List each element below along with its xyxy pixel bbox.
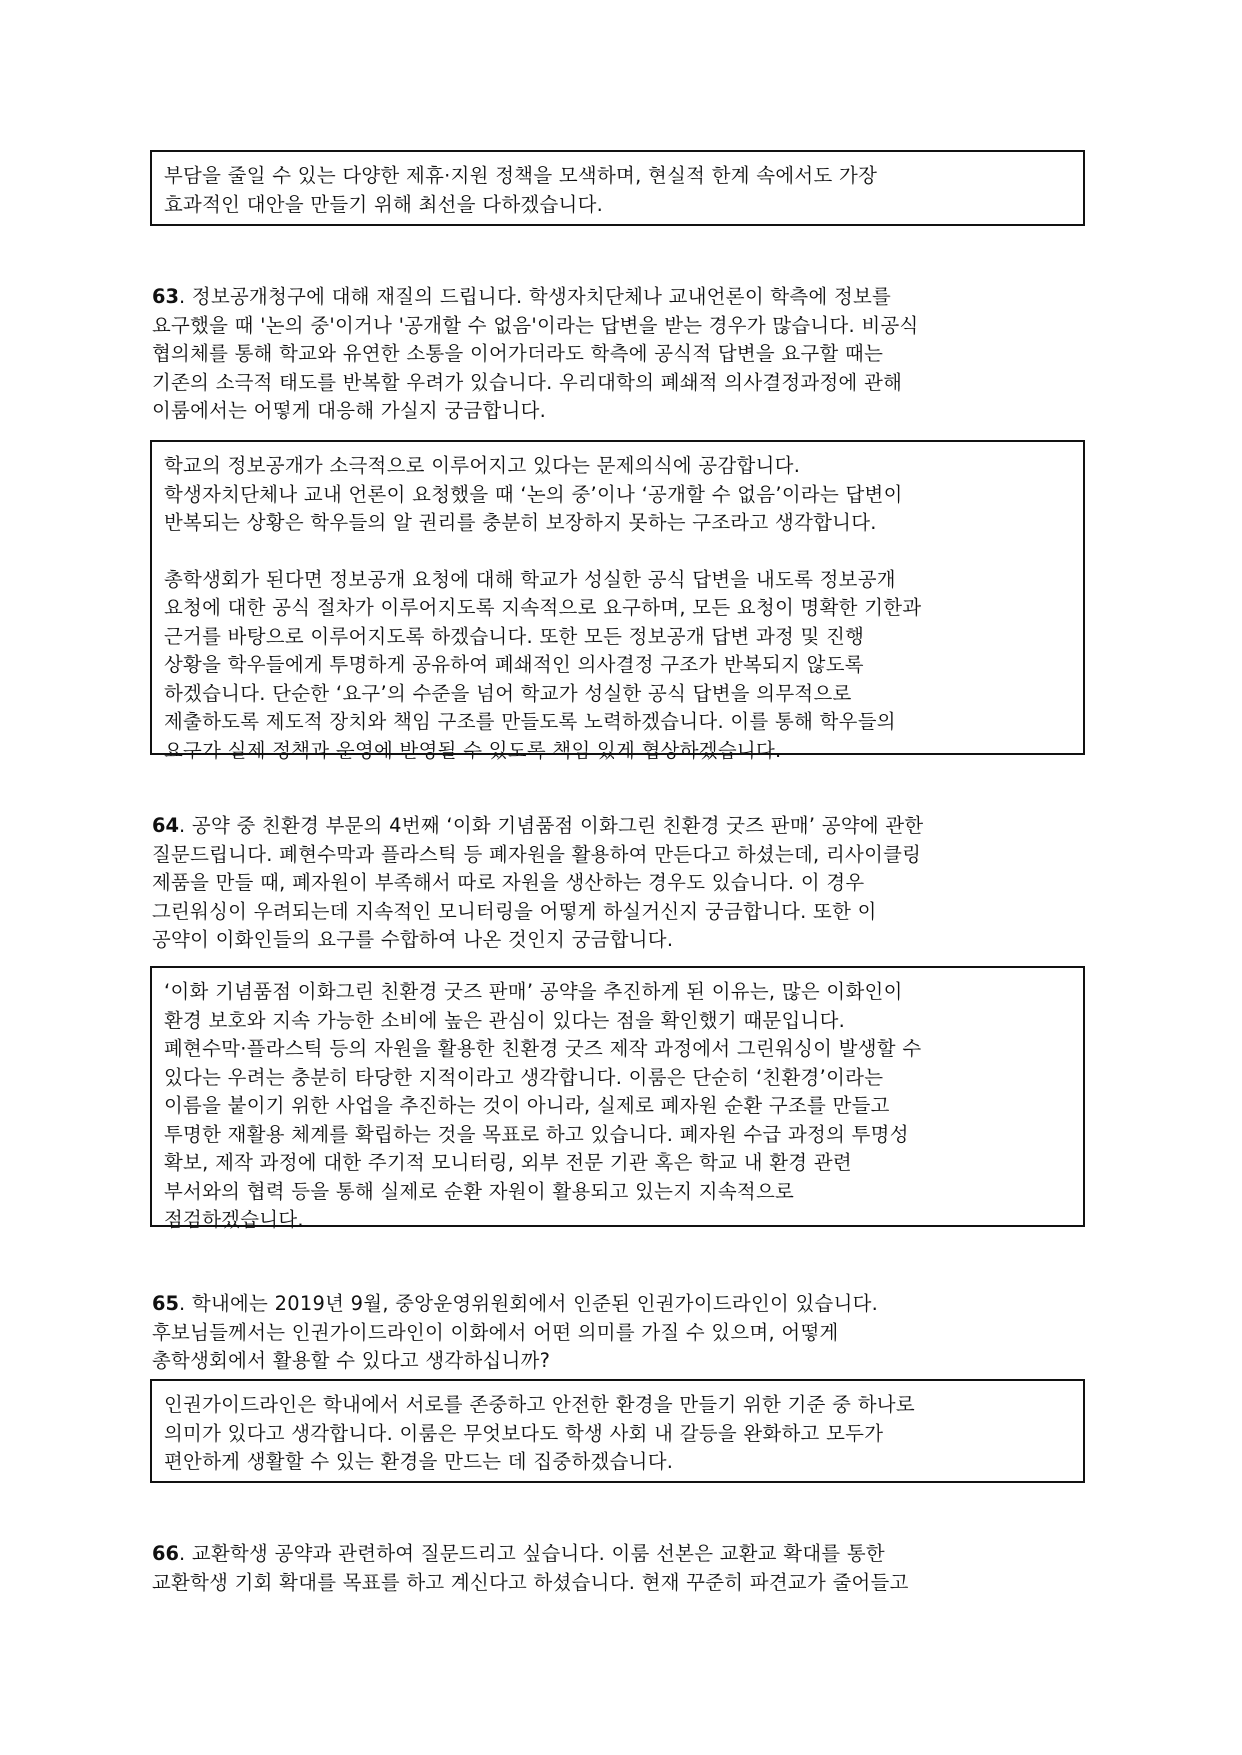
question-number: 66 [152,1542,180,1565]
answer-line: 폐현수막·플라스틱 등의 자원을 활용한 친환경 굿즈 제작 과정에서 그린워싱이 발생할 수 [164,1037,922,1060]
question-63 [152,283,1092,426]
answer-line: 있다는 우려는 충분히 타당한 지적이라고 생각합니다. 이룸은 단순히 ‘친환경’이라는 [164,1065,884,1089]
question-line: 협의체를 통해 학교와 유연한 소통을 이어가더라도 학측에 공식적 답변을 요구할 때는 [152,342,884,365]
answer-box-65 [150,1379,1085,1483]
answer-line: 학생자치단체나 교내 언론이 요청했을 때 ‘논의 중’이나 ‘공개할 수 없음’이라는 답변이 [164,482,903,506]
question-line [152,1290,1087,1319]
question-line: 교환학생 기회 확대를 목표를 하고 계신다고 하셨습니다. 현재 꾸준히 파견교가 줄어들고 [152,1570,909,1594]
answer-line: 학교의 정보공개가 소극적으로 이루어지고 있다는 문제의식에 공감합니다. [164,454,801,477]
answer-line: 요청에 대한 공식 절차가 이루어지도록 지속적으로 요구하며, 모든 요청이 명확한 기한과 [164,596,922,619]
answer-box-64 [150,966,1085,1231]
question-line [152,812,1087,841]
question-text: . 정보공개청구에 대해 재질의 드립니다. 학생자치단체나 교내언론이 학측에 정보를 [179,285,892,308]
answer-line: 환경 보호와 지속 가능한 소비에 높은 관심이 있다는 점을 확인했기 때문입니다. [164,1008,846,1032]
answer-line: 효과적인 대안을 만들기 위해 최선을 다하겠습니다. [164,192,604,216]
answer-line: 반복되는 상황은 학우들의 알 권리를 충분히 보장하지 못하는 구조라고 생각합니다. [164,511,877,534]
answer-line: 부서와의 협력 등을 통해 실제로 순환 자원이 활용되고 있는지 지속적으로 [164,1179,795,1203]
question-line: 공약이 이화인들의 요구를 수합하여 나온 것인지 궁금합니다. [152,928,674,951]
answer-box-63 [150,440,1085,762]
answer-line: 제출하도록 제도적 장치와 책임 구조를 만들도록 노력하겠습니다. 이를 통해 학우들의 [164,710,896,733]
question-line [152,1540,1087,1569]
answer-line: 부담을 줄일 수 있는 다양한 제휴·지원 정책을 모색하며, 현실적 한계 속에서도 가장 [164,164,878,187]
answer-line: 총학생회가 된다면 정보공개 요청에 대해 학교가 성실한 공식 답변을 내도록 정보공개 [164,567,896,591]
answer-line: 근거를 바탕으로 이루어지도록 하겠습니다. 또한 모든 정보공개 답변 과정 및 진행 [164,624,865,648]
question-text: . 공약 중 친환경 부문의 4번째 ‘이화 기념품점 이화그린 친환경 굿즈 판매’ 공약에 관한 [179,814,924,837]
answer-line: 상황을 학우들에게 투명하게 공유하여 폐쇄적인 의사결정 구조가 반복되지 않도록 [164,653,864,676]
question-number: 63 [152,285,180,308]
question-line: 제품을 만들 때, 폐자원이 부족해서 따로 자원을 생산하는 경우도 있습니다. 이 경우 [152,871,865,894]
question-text: . 교환학생 공약과 관련하여 질문드리고 싶습니다. 이룸 선본은 교환교 확대를 통한 [179,1542,885,1565]
question-line: 총학생회에서 활용할 수 있다고 생각하십니까? [152,1349,551,1372]
answer-line: 점검하겠습니다. [164,1208,304,1231]
answer-box-62 [150,150,1085,226]
answer-line: 의미가 있다고 생각합니다. 이룸은 무엇보다도 학생 사회 내 갈등을 완화하고 모두가 [164,1421,884,1445]
answer-line: 요구가 실제 정책과 운영에 반영될 수 있도록 책임 있게 협상하겠습니다. [164,738,782,762]
question-number: 65 [152,1292,180,1315]
answer-line: 확보, 제작 과정에 대한 주기적 모니터링, 외부 전문 기관 혹은 학교 내 환경 관련 [164,1151,852,1174]
question-line: 요구했을 때 '논의 중'이거나 '공개할 수 없음'이라는 답변을 받는 경우가 많습니다. 비공식 [152,313,919,337]
question-line: 기존의 소극적 태도를 반복할 우려가 있습니다. 우리대학의 폐쇄적 의사결정과정에 관해 [152,370,903,394]
question-text: . 학내에는 2019년 9월, 중앙운영위원회에서 인준된 인권가이드라인이 있습니다. [179,1292,879,1315]
question-number: 64 [152,814,180,837]
question-line: 질문드립니다. 폐현수막과 플라스틱 등 폐자원을 활용하여 만든다고 하셨는데, 리사이클링 [152,842,922,866]
answer-line: 투명한 재활용 체계를 확립하는 것을 목표로 하고 있습니다. 폐자원 수급 과정의 투명성 [164,1122,909,1146]
answer-line: 편안하게 생활할 수 있는 환경을 만드는 데 집중하겠습니다. [164,1450,674,1473]
answer-line: 인권가이드라인은 학내에서 서로를 존중하고 안전한 환경을 만들기 위한 기준 중 하나로 [164,1393,915,1416]
question-line [152,283,1087,312]
question-line: 이룸에서는 어떻게 대응해 가실지 궁금합니다. [152,399,547,422]
answer-line: 하겠습니다. 단순한 ‘요구’의 수준을 넘어 학교가 성실한 공식 답변을 의무적으로 [164,681,852,705]
question-66 [152,1540,1092,1597]
answer-line: ‘이화 기념품점 이화그린 친환경 굿즈 판매’ 공약을 추진하게 된 이유는, 많은 이화인이 [164,980,903,1003]
question-line: 그린워싱이 우려되는데 지속적인 모니터링을 어떻게 하실거신지 궁금합니다. 또한 이 [152,899,877,923]
question-line: 후보님들께서는 인권가이드라인이 이화에서 어떤 의미를 가질 수 있으며, 어떻게 [152,1320,839,1344]
question-64 [152,812,1092,955]
question-65 [152,1290,1092,1376]
answer-line: 이름을 붙이기 위한 사업을 추진하는 것이 아니라, 실제로 폐자원 순환 구조를 만들고 [164,1094,890,1117]
paragraph-gap [164,538,1073,566]
